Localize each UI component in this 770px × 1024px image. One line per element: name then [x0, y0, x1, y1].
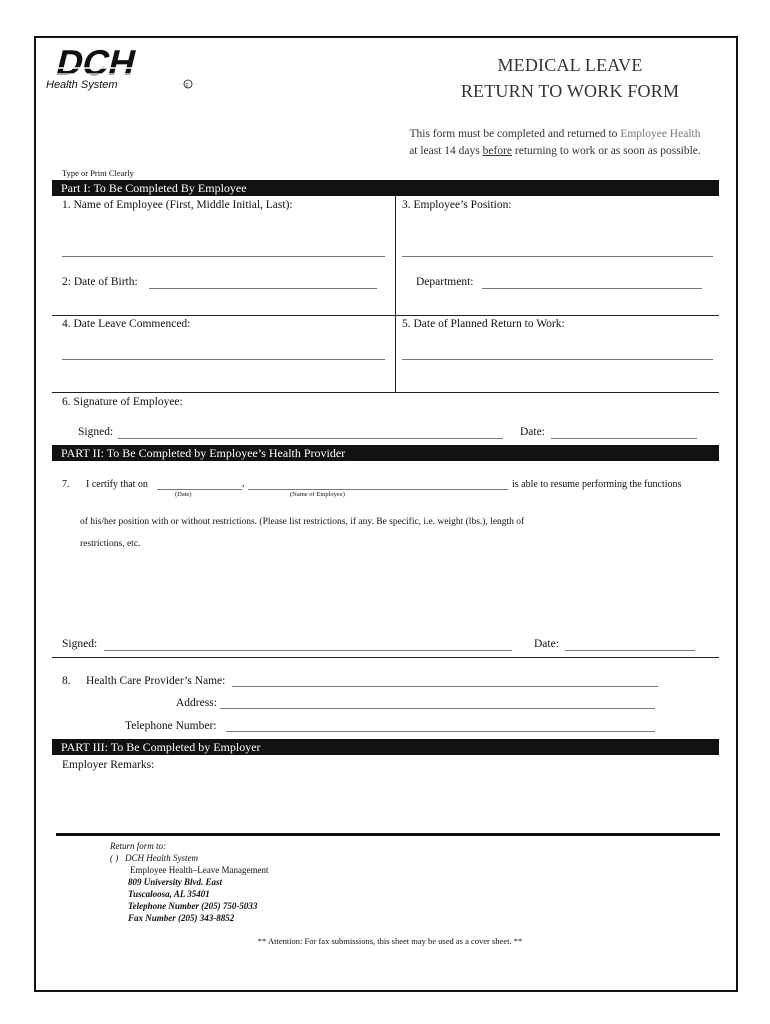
date-sublabel: (Date) [175, 491, 192, 498]
provider-signature-field[interactable] [104, 650, 512, 651]
leave-commenced-label: 4. Date Leave Commenced: [62, 318, 191, 330]
employee-signed-label: Signed: [78, 426, 114, 438]
logo-brand-text: DCH [52, 44, 141, 83]
title-line-2: RETURN TO WORK FORM [460, 81, 680, 101]
department-field[interactable] [482, 288, 702, 289]
part1-row-divider [52, 315, 719, 316]
return-info [110, 840, 268, 924]
able-to-resume-text: is able to resume performing the functions [512, 479, 682, 490]
type-print-label: Type or Print Clearly [62, 168, 134, 178]
certify-comma: , [242, 478, 245, 489]
note-part1: This form must be completed and returned to [409, 128, 621, 140]
return-org: DCH Health System [125, 853, 198, 863]
instructions-note [380, 126, 730, 160]
part2-divider [52, 657, 719, 658]
dch-logo-graphic [44, 44, 194, 94]
item-7-number: 7. [62, 479, 70, 490]
employee-position-field[interactable] [402, 256, 713, 257]
provider-name-label: Health Care Provider’s Name: [86, 675, 226, 687]
provider-phone-field[interactable] [226, 731, 655, 732]
certify-employee-name-field[interactable] [248, 489, 508, 490]
employee-name-sublabel: (Name of Employee) [290, 491, 345, 498]
provider-name-field[interactable] [232, 686, 658, 687]
employee-date-label: Date: [520, 426, 545, 438]
dob-label: 2: Date of Birth: [62, 276, 138, 288]
note-part2: at least 14 days [409, 145, 483, 157]
note-highlight: Employee Health [620, 128, 701, 140]
certify-text: I certify that on [86, 479, 148, 490]
part1-heading: Part I: To Be Completed By Employee [52, 180, 719, 196]
planned-return-label: 5. Date of Planned Return to Work: [402, 318, 565, 330]
return-checkbox[interactable]: ( ) [110, 853, 119, 863]
provider-address-field[interactable] [220, 708, 655, 709]
employee-signature-date-field[interactable] [551, 438, 697, 439]
title-line-1: MEDICAL LEAVE [497, 55, 643, 75]
provider-signed-label: Signed: [62, 638, 98, 650]
dch-logo [44, 44, 194, 94]
restrictions-line-1: of his/her position with or without restrictions. (Please list restrictions, if any. Be specific, i.e. weight (lbs.), length of [80, 517, 525, 527]
note-underlined: before [482, 145, 513, 157]
return-fax: Fax Number (205) 343-8852 [128, 913, 235, 923]
part3-heading: PART III: To Be Completed by Employer [52, 739, 719, 755]
employee-position-label: 3. Employee’s Position: [402, 199, 512, 211]
employer-remarks-field[interactable] [62, 776, 712, 828]
form-title [420, 52, 720, 104]
planned-return-field[interactable] [402, 359, 713, 360]
department-label: Department: [416, 276, 474, 288]
dob-field[interactable] [149, 288, 377, 289]
logo-subtitle: Health System [46, 79, 118, 91]
return-dept: Employee Health–Leave Management [130, 865, 269, 875]
remarks-bottom-rule [56, 833, 720, 836]
item-8-number: 8. [62, 675, 71, 687]
provider-address-label: Address: [176, 697, 217, 709]
return-city: Tuscaloosa, AL 35401 [128, 889, 210, 899]
part1-column-divider [395, 196, 396, 392]
return-phone: Telephone Number (205) 750-5033 [128, 901, 258, 911]
employee-signature-label: 6. Signature of Employee: [62, 396, 183, 408]
return-heading: Return form to: [110, 841, 166, 851]
employee-name-field[interactable] [62, 256, 385, 257]
part1-signature-divider [52, 392, 719, 393]
note-part3: returning to work or as soon as possible. [512, 145, 701, 157]
certify-date-field[interactable] [157, 489, 242, 490]
leave-commenced-field[interactable] [62, 359, 385, 360]
provider-date-field[interactable] [565, 650, 695, 651]
return-street: 809 University Blvd. East [128, 877, 222, 887]
provider-phone-label: Telephone Number: [125, 720, 217, 732]
provider-date-label: Date: [534, 638, 559, 650]
employer-remarks-label: Employer Remarks: [62, 759, 155, 771]
logo-mark: c [185, 82, 189, 89]
part2-heading: PART II: To Be Completed by Employee’s Health Provider [52, 445, 719, 461]
fax-attention-note: ** Attention: For fax submissions, this sheet may be used as a cover sheet. ** [257, 936, 523, 946]
employee-signature-field[interactable] [118, 438, 503, 439]
employee-name-label: 1. Name of Employee (First, Middle Initial, Last): [62, 199, 293, 211]
restrictions-line-2: restrictions, etc. [80, 539, 141, 549]
